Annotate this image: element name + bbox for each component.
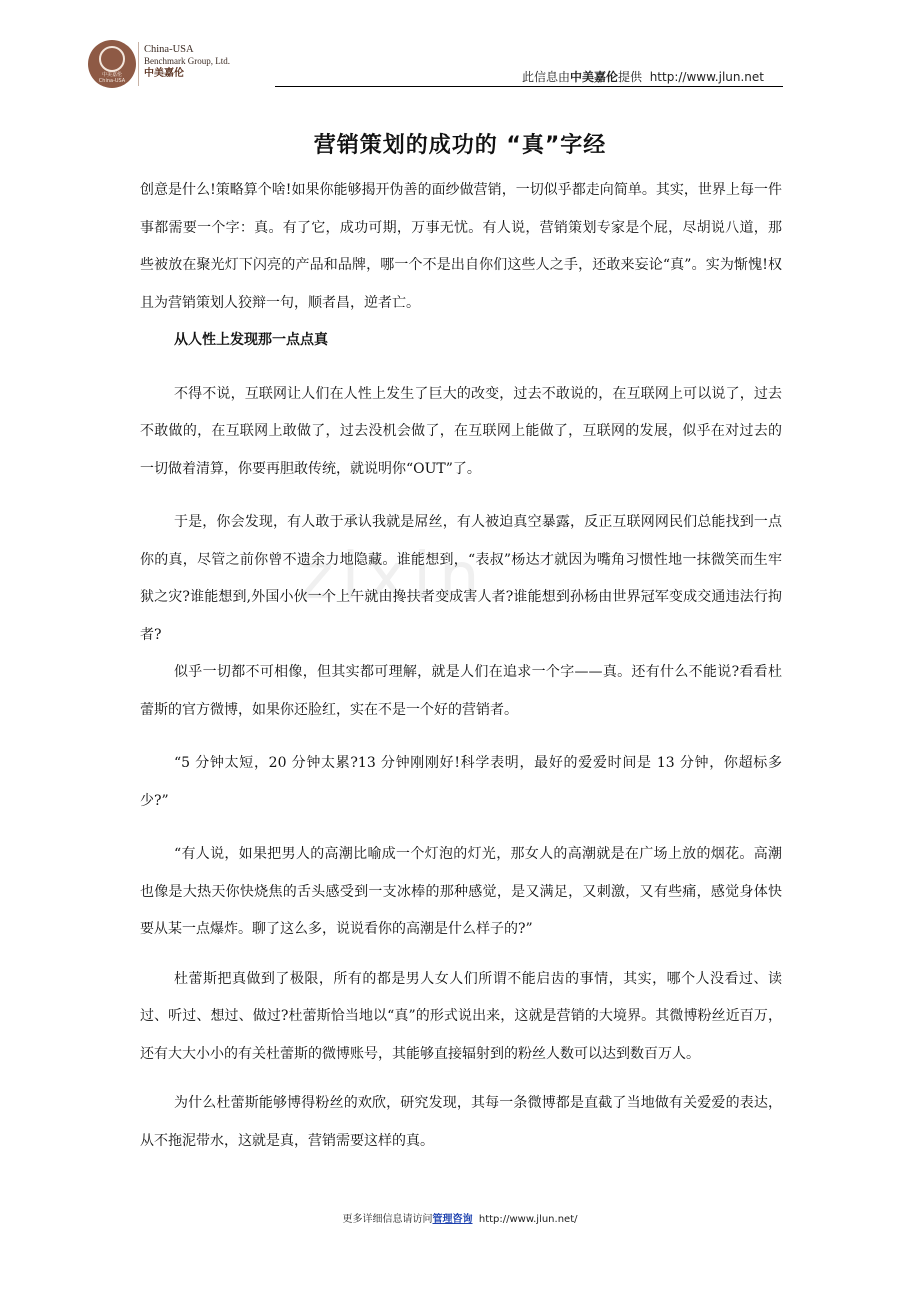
paragraph-1: 创意是什么!策略算个啥!如果你能够揭开伪善的面纱做营销，一切似乎都走向简单。其实，世界上每一件事都需要一个字：真。有了它，成功可期，万事无忧。有人说，营销策划专家是个屁，尽胡说八道，那些被放在聚光灯下闪亮的产品和品牌，哪一个不是出自你们这些人之手，还敢来妄论“真”。实为惭愧!权且为营销策划人狡辩一句，顺者昌，逆者亡。 [140,182,782,311]
paragraph-8: 为什么杜蕾斯能够博得粉丝的欢欣，研究发现，其每一条微博都是直截了当地做有关爱爱的表达，从不拖泥带水，这就是真，营销需要这样的真。 [140,1095,782,1149]
paragraph-7: 杜蕾斯把真做到了极限，所有的都是男人女人们所谓不能启齿的事情，其实，哪个人没看过、读过、听过、想过、做过?杜蕾斯恰当地以“真”的形式说出来，这就是营销的大境界。其微博粉丝近百万，还有大大小小的有关杜蕾斯的微博账号，其能够直接辐射到的粉丝人数可以达到数百万人。 [140,970,782,1062]
paragraph-3: 于是，你会发现，有人敢于承认我就是屌丝，有人被迫真空暴露，反正互联网网民们总能找到一点你的真，尽管之前你曾不遗余力地隐藏。谁能想到，“表叔”杨达才就因为嘴角习惯性地一抹微笑而生牢狱之灾?谁能想到,外国小伙一个上午就由搀扶者变成害人者?谁能想到孙杨由世界冠军变成交通违法行拘者? [140,514,782,643]
brand-en-line1: China-USA [144,44,194,55]
logo-small-cn: 中美嘉伦 [101,72,122,78]
paragraph-5: “5 分钟太短，20 分钟太累?13 分钟刚刚好!科学表明，最好的爱爱时间是 13 分钟，你超标多少?” [140,755,782,809]
page-title: 营销策划的成功的 “真”字经 [313,133,607,158]
brand-cn: 中美嘉伦 [144,68,184,79]
header-rule [275,86,783,87]
header-info [522,68,764,85]
logo-ring-icon [99,46,125,72]
page-footer [0,1210,920,1225]
header-info-url[interactable]: http://www.jlun.net [649,70,764,84]
brand-name [144,44,230,81]
watermark: zixin [300,540,488,614]
paragraph-4: 似乎一切都不可相像，但其实都可理解，就是人们在追求一个字——真。还有什么不能说?看看杜蕾斯的官方微博，如果你还脸红，实在不是一个好的营销者。 [140,664,782,718]
page-header [0,0,920,90]
footer-prefix: 更多详细信息请访问 [342,1214,433,1225]
footer-consulting-link[interactable]: 管理咨询 [432,1214,473,1225]
paragraph-6: “有人说，如果把男人的高潮比喻成一个灯泡的灯光，那女人的高潮就是在广场上放的烟花。高潮也像是大热天你快烧焦的舌头感受到一支冰棒的那种感觉，是又满足，又刺激，又有些痛，感觉身体快要从某一点爆炸。聊了这么多，说说看你的高潮是什么样子的?” [140,846,782,937]
section-subhead: 从人性上发现那一点点真 [174,332,328,348]
company-logo [88,40,136,88]
footer-url[interactable]: http://www.jlun.net/ [478,1214,578,1225]
header-info-prefix: 此信息由 [522,70,571,84]
brand-en-line2: Benchmark Group, Ltd. [144,56,230,66]
header-info-suffix: 提供 [618,70,643,84]
header-info-brand: 中美嘉伦 [570,70,619,84]
logo-divider [138,42,139,86]
paragraph-2: 不得不说，互联网让人们在人性上发生了巨大的改变，过去不敢说的，在互联网上可以说了，过去不敢做的，在互联网上敢做了，过去没机会做了，在互联网上能做了，互联网的发展，似乎在对过去的一切做着清算，你要再胆敢传统，就说明你“OUT”了。 [140,385,782,477]
article-body [140,172,782,1160]
logo-small-en: China-USA [98,78,126,84]
